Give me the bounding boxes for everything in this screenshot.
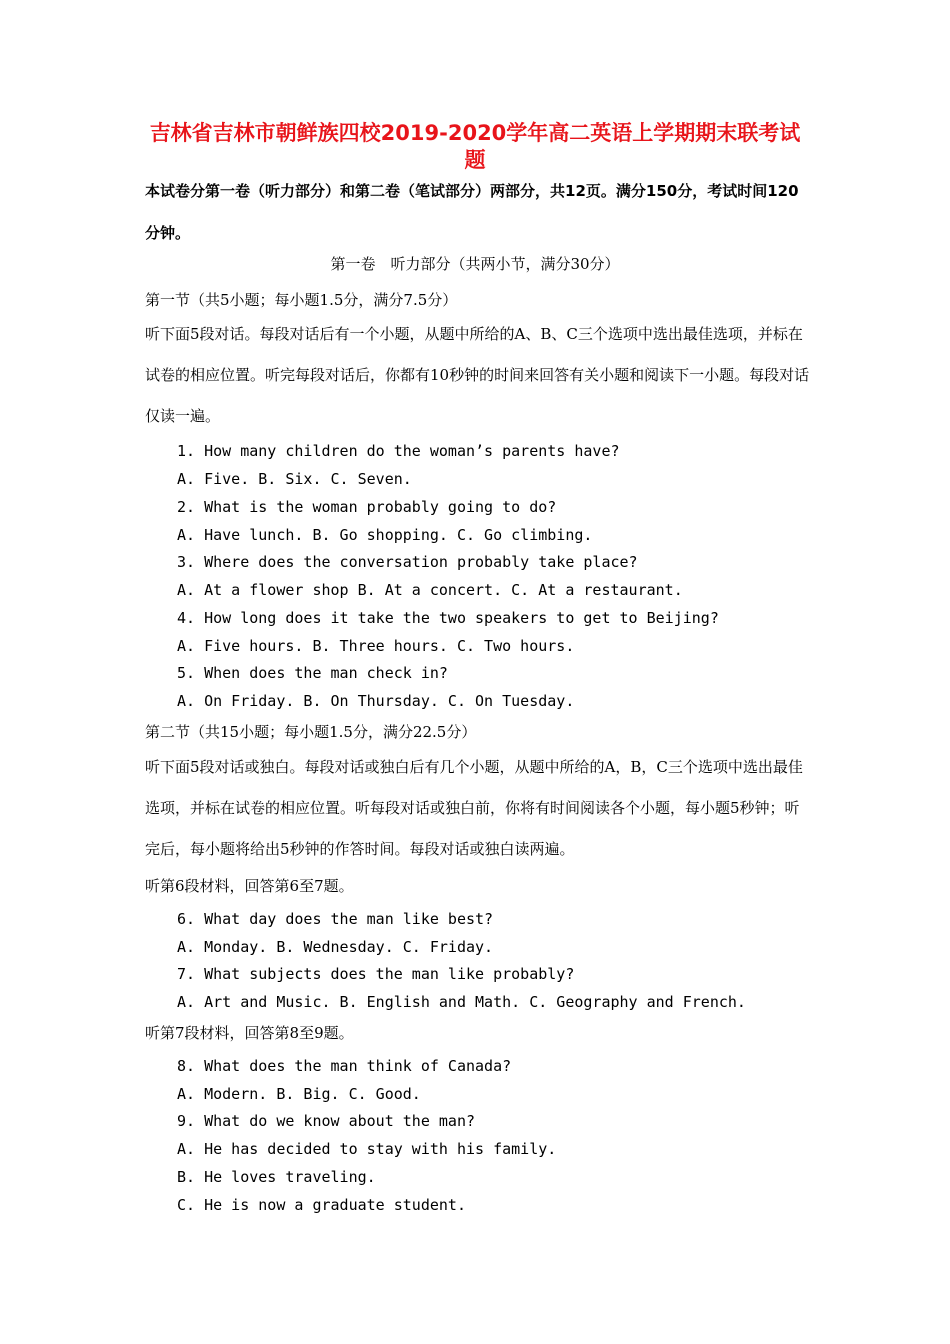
section-one-heading: 第一节（共5小题；每小题1.5分，满分7.5分） <box>145 291 458 309</box>
options-line: C. He is now a graduate student. <box>177 1196 466 1214</box>
material-six-heading: 听第6段材料，回答第6至7题。 <box>145 877 354 895</box>
options-line: A. Art and Music. B. English and Math. C. Geography and French. <box>177 993 746 1011</box>
options-line: B. He loves traveling. <box>177 1168 376 1186</box>
options-line: A. Modern. B. Big. C. Good. <box>177 1085 421 1103</box>
question-line: 4. How long does it take the two speakers to get to Beijing? <box>177 609 719 627</box>
question-line: 9. What do we know about the man? <box>177 1112 476 1130</box>
options-line: A. At a flower shop B. At a concert. C. At a restaurant. <box>177 581 683 599</box>
options-line: A. Five. B. Six. C. Seven. <box>177 470 412 488</box>
question-line: 7. What subjects does the man like probably? <box>177 965 575 983</box>
part-one-title: 第一卷 听力部分（共两小节，满分30分） <box>330 255 620 273</box>
options-line: A. On Friday. B. On Thursday. C. On Tuesday. <box>177 692 575 710</box>
question-line: 1. How many children do the woman’s parents have? <box>177 442 620 460</box>
question-line: 3. Where does the conversation probably take place? <box>177 553 638 571</box>
question-line: 5. When does the man check in? <box>177 664 448 682</box>
section-two-instructions: 听下面5段对话或独白。每段对话或独白后有几个小题，从题中所给的A，B，C三个选项中选出最佳选项，并标在试卷的相应位置。听每段对话或独白前，你将有时间阅读各个小题，每小题5秒钟；听完后，每小题将给出5秒钟的作答时间。每段对话或独白读两遍。 <box>145 758 803 858</box>
document-title: 吉林省吉林市朝鲜族四校2019-2020学年高二英语上学期期末联考试题 <box>149 121 801 172</box>
options-line: A. Monday. B. Wednesday. C. Friday. <box>177 938 494 956</box>
question-line: 8. What does the man think of Canada? <box>177 1057 512 1075</box>
options-line: A. Have lunch. B. Go shopping. C. Go climbing. <box>177 526 593 544</box>
options-line: A. He has decided to stay with his family. <box>177 1140 557 1158</box>
question-line: 2. What is the woman probably going to do? <box>177 498 557 516</box>
section-one-instructions: 听下面5段对话。每段对话后有一个小题，从题中所给的A、B、C三个选项中选出最佳选项，并标在试卷的相应位置。听完每段对话后，你都有10秒钟的时间来回答有关小题和阅读下一小题。每段对话仅读一遍。 <box>145 325 810 425</box>
options-line: A. Five hours. B. Three hours. C. Two hours. <box>177 637 575 655</box>
material-seven-heading: 听第7段材料，回答第8至9题。 <box>145 1024 354 1042</box>
question-line: 6. What day does the man like best? <box>177 910 494 928</box>
section-two-heading: 第二节（共15小题；每小题1.5分，满分22.5分） <box>145 723 477 741</box>
exam-intro: 本试卷分第一卷（听力部分）和第二卷（笔试部分）两部分，共12页。满分150分，考试时间120分钟。 <box>145 182 799 242</box>
